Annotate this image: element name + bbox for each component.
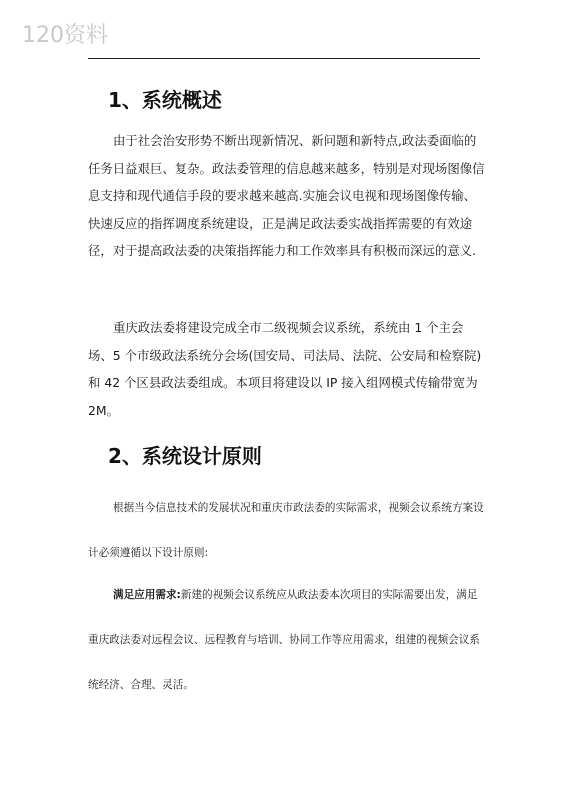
section-heading-design-principles: 2、系统设计原则: [108, 444, 262, 468]
overview-paragraph-1: 由于社会治安形势不断出现新情况、新问题和新特点,政法委面临的任务日益艰巨、复杂。政法委管理的信息越来越多，特别是对现场图像信息支持和现代通信手段的要求越来越高.实施会议电视和现场图像传输、快速反应的指挥调度系统建设，正是满足政法委实战指挥需要的有效途径，对于提高政法委的决策指挥能力和工作效率具有积极而深远的意义.: [88, 133, 485, 259]
overview-paragraph-2: 重庆政法委将建设完成全市二级视频会议系统，系统由 1 个主会场、5 个市级政法系统分会场(国安局、司法局、法院、公安局和检察院)和 42 个区县政法委组成。本项目将建设以 IP 接入组网模式传输带宽为 2M。: [88, 320, 482, 418]
principle-label: 满足应用需求:: [113, 589, 181, 601]
header-divider: [88, 58, 480, 59]
principle-text: 新建的视频会议系统应从政法委本次项目的实际需要出发，满足重庆政法委对远程会议、远程教育与培训、协同工作等应用需求，组建的视频会议系统经济、合理、灵活。: [88, 589, 480, 691]
design-principle-item: [88, 573, 488, 708]
design-principles-intro: 根据当今信息技术的发展状况和重庆市政法委的实际需求，视频会议系统方案设计必须遵循以下设计原则:: [88, 502, 484, 559]
section-heading-overview: 1、系统概述: [108, 88, 222, 112]
watermark-logo-text: 120资料: [22, 23, 108, 48]
